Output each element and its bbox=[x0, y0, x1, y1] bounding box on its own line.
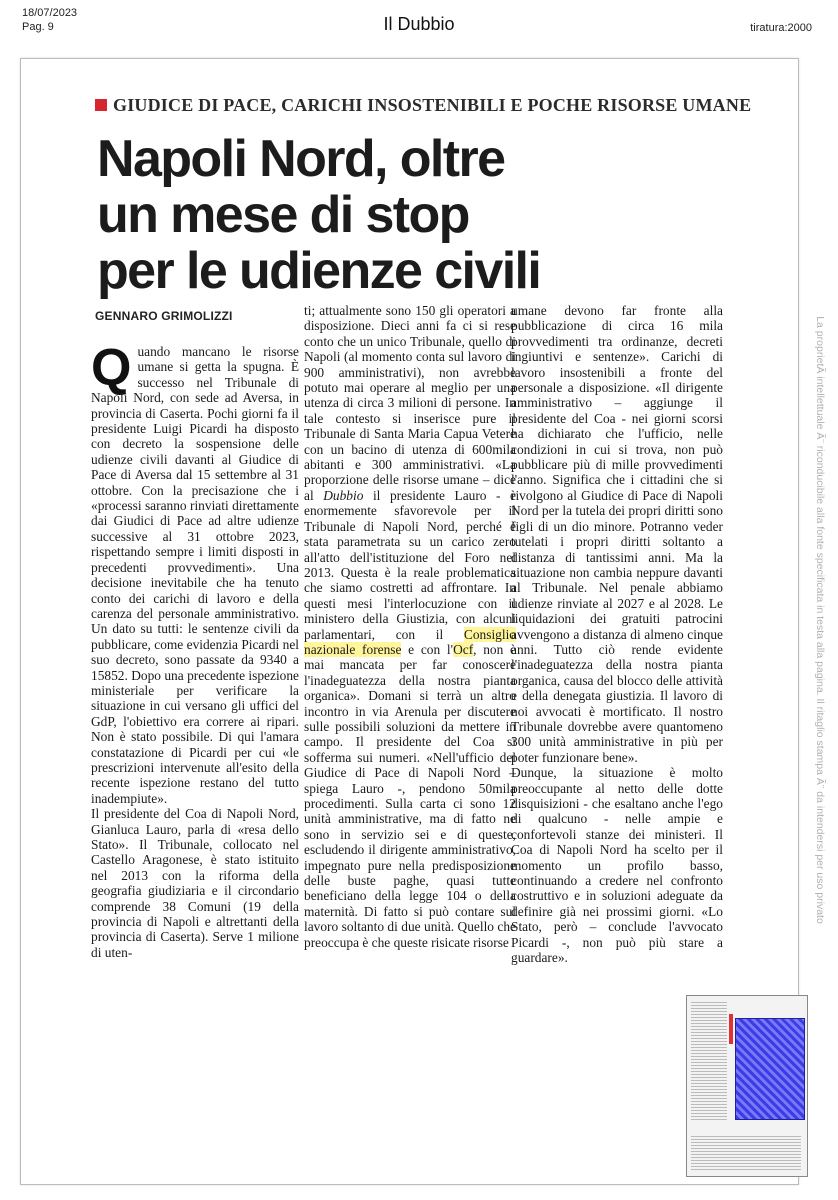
column-3-paragraph-1: umane devono far fronte alla pubblicazione di circa 16 mila provvedimenti tra ordinanze, decreti ingiuntivi e sentenze». Carichi di lavoro insostenibili a fronte del personale a disposizione. «Il dirigente amministrativo – aggiunge il presidente del Coa - nei giorni scorsi ha dichiarato che l'ufficio, nelle condizioni in cui si trova, non può pubblicare più di mille provvedimenti l'anno. Significa che i cittadini che si rivolgono al Giudice di Pace di Napoli Nord per la tutela dei propri diritti sono figli di un dio minore. Potranno veder tutelati i propri diritti soltanto a distanza di tantissimi anni. Ma la situazione non cambia neppure davanti al Tribunale. Nel penale abbiamo udienze rinviate al 2027 e al 2028. Le liquidazioni dei gratuiti patrocini avvengono a distanza di almeno cinque anni. Tutto ciò rende evidente l'inadeguatezza della nostra pianta organica, causa del blocco delle attività e della denegata giustizia. Il lavoro di noi avvocati è mortificato. Il nostro Tribunale dovrebbe avere quantomeno 300 unità amministrative in più per poter funzionare bene». bbox=[511, 303, 723, 765]
clip-date: 18/07/2023 bbox=[22, 7, 78, 19]
article-column-2 bbox=[304, 303, 516, 950]
headline-line-3: per le udienze civili bbox=[97, 242, 541, 300]
kicker-square-icon bbox=[95, 99, 107, 111]
article-column-3 bbox=[511, 303, 723, 965]
article-kicker: GIUDICE DI PACE, CARICHI INSOSTENIBILI E POCHE RISORSE UMANE bbox=[95, 95, 735, 116]
thumbnail-highlight-area bbox=[735, 1018, 805, 1120]
clip-page-number: Pag. 9 bbox=[22, 21, 54, 33]
publication-name: Il Dubbio bbox=[383, 14, 455, 34]
article-byline: GENNARO GRIMOLIZZI bbox=[95, 309, 233, 323]
copyright-watermark: La proprietÃ intellettuale Ã¨ riconducibile alla fonte specificata in testa alla pagina. Il ritaglio stampa Ã¨ da intendersi per uso privato bbox=[814, 316, 826, 924]
drop-cap: Q bbox=[91, 339, 132, 397]
column-3-paragraph-2: Dunque, la situazione è molto preoccupante al netto delle dotte disquisizioni - che esaltano anche l'ego di qualcuno - nelle ampie e confortevoli stanze dei ministeri. Il Coa di Napoli Nord ha scelto per il momento un profilo basso, continuando a credere nel confronto costruttivo e in soluzioni adeguate da definire già nei prossimi giorni. «Lo Stato, però – conclude l'avvocato Picardi -, non può più stare a guardare». bbox=[511, 765, 723, 966]
column-2-paragraph-1: ti; attualmente sono 150 gli operatori a disposizione. Dieci anni fa ci si rese conto che un unico Tribunale, quello di Napoli (al momento conta sul lavoro di 900 amministrativi), non avrebbe potuto mai operare al meglio per una utenza di circa 3 milioni di persone. In tale contesto si inserisce pure il Tribunale di Santa Maria Capua Vetere con un bacino di utenza di 600mila abitanti e 300 amministrativi. «La proporzione delle risorse umane – dice al Dubbio il presidente Lauro - è enormemente sfavorevole per il Tribunale di Napoli Nord, perché è stata parametrata su un carico zero all'atto dell'istituzione del Foro nel 2013. Questa è la reale problematica che siamo costretti ad affrontare. In questi mesi l'interlocuzione con il ministero della Giustizia, con alcuni parlamentari, con il Consiglio nazionale forense e con l'Ocf, non è mai mancata per far conoscere l'inadeguatezza della nostra pianta organica». Domani si terrà un altro incontro in via Arenula per discutere sulle possibili soluzioni da mettere in campo. Il presidente del Coa si sofferma sui numeri. «Nell'ufficio del Giudice di Pace di Napoli Nord – spiega Lauro -, pendono 50mila procedimenti. Sulla carta ci sono 12 unità amministrative, ma di fatto ne sono in servizio sei e di queste, escludendo il dirigente amministrativo, impegnato pure nella predisposizione delle buste paghe, quasi tutte beneficiano della legge 104 o della maternità. Di fatto si può contare sul lavoro soltanto di due unità. Quello che preoccupa è che queste risicate risorse bbox=[304, 303, 516, 950]
column-1-paragraph-1: Quando mancano le risorse umane si getta la spugna. È successo nel Tribunale di Napoli Nord, con sede ad Aversa, in provincia di Caserta. Pochi giorni fa il presidente Luigi Picardi ha disposto con decreto la sospensione delle udienze civili davanti al Giudice di Pace di Aversa dal 15 settembre al 31 ottobre. Con la precisazione che i «processi saranno rinviati direttamente dai Giudici di Pace ad altre udienze successive al 31 ottobre 2023, rispettando sempre i limiti disposti in precedenti provvedimenti». Una decisione inevitabile che ha tenuto conto dei carichi di lavoro e della carenza del personale amministrativo. Un dato su tutti: le sentenze civili da pubblicare, come evidenzia Picardi nel suo decreto, sono passate da 9340 a 15852. Dopo una precedente ispezione ministeriale per verificare la situazione in cui versano gli uffici del GdP, l'obiettivo era correre ai ripari. Non è stato possibile. Di qui l'amara constatazione di Picardi per cui «le prescrizioni intervenute all'esito della recente ispezione restano del tutto inadempiute». bbox=[91, 339, 299, 806]
highlight-cnf: Consiglio nazionale forense bbox=[304, 626, 516, 657]
article-headline bbox=[97, 131, 737, 299]
circulation-label: tiratura:2000 bbox=[750, 22, 812, 34]
thumbnail-text-column bbox=[691, 1002, 727, 1122]
article-column-1 bbox=[91, 339, 299, 960]
thumbnail-text-block bbox=[691, 1136, 801, 1170]
page-thumbnail bbox=[686, 995, 808, 1177]
headline-line-1: Napoli Nord, oltre bbox=[97, 130, 505, 188]
article-clipping bbox=[20, 58, 799, 1185]
thumbnail-red-bar bbox=[729, 1014, 733, 1044]
highlight-ocf: Ocf bbox=[453, 641, 474, 657]
column-1-paragraph-2: Il presidente del Coa di Napoli Nord, Gianluca Lauro, parla di «resa dello Stato». Il Tribunale, collocato nel Castello Aragonese, è stato istituito nel 2013 con la riforma della geografia giudiziaria e il circondario comprende 38 Comuni (19 della provincia di Napoli e altrettanti della provincia di Caserta). Serve 1 milione di uten- bbox=[91, 806, 299, 960]
newspaper-name-italic: Dubbio bbox=[323, 487, 364, 503]
headline-line-2: un mese di stop bbox=[97, 186, 469, 244]
